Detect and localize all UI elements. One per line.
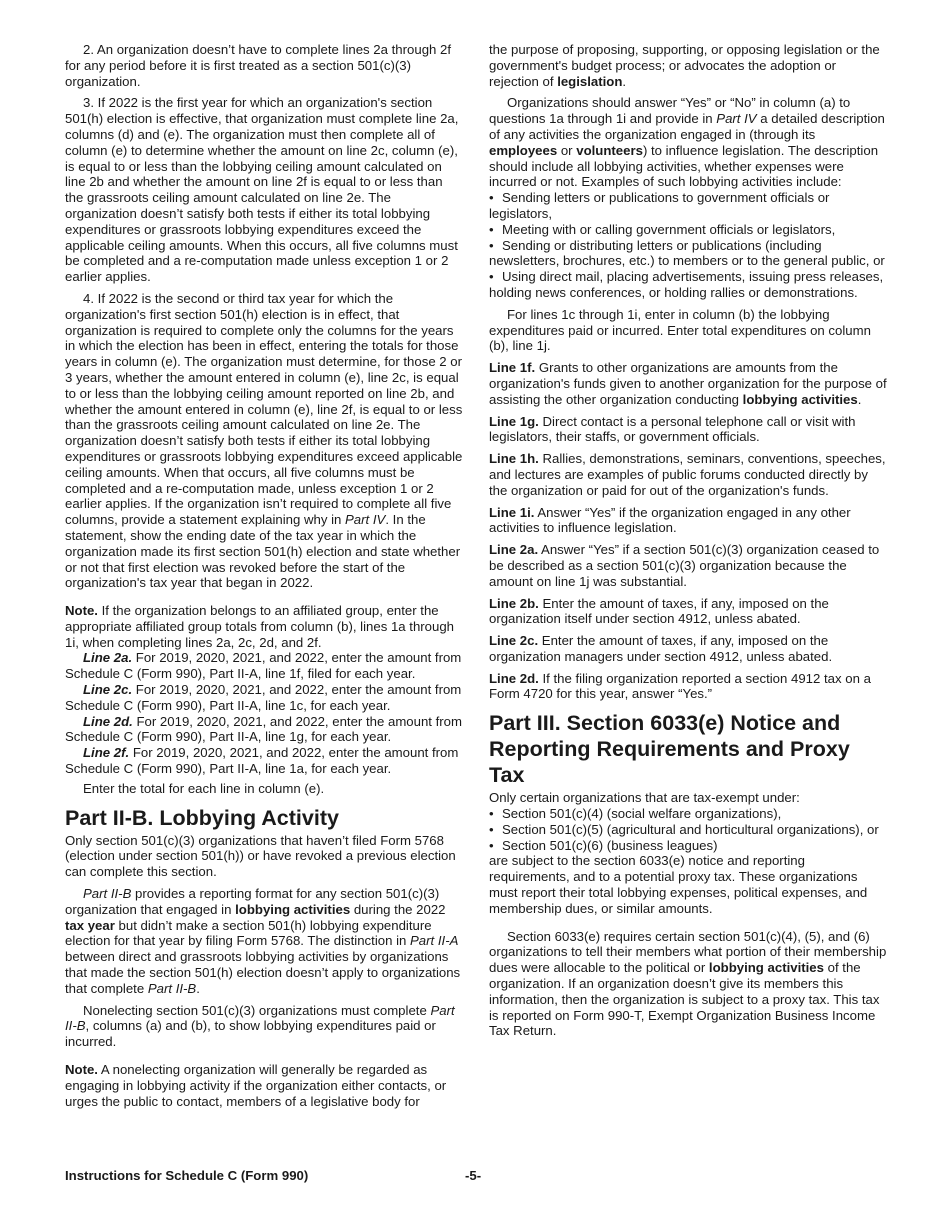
enter-total-text: Enter the total for each line in column (e). — [83, 780, 325, 796]
bullet-icon: • — [489, 269, 494, 285]
bullet-icon: • — [489, 837, 494, 853]
exempt-section-bullet: • Section 501(c)(5) (agricultural and horticultural organizations), or — [489, 821, 879, 837]
exception-3-paragraph: 3. If 2022 is the first year for which an organization's section 501(h) election is effective, that organization must complete line 2a, columns (d) and (e). The organization must then complete all of column (e) to determine whether the amount on line 2c, column (e), is equal to or less than the lobbying ceiling amount calculated on line 2b and whether the amount on line 2f is equal to or less than the grassroots ceiling amount calculated on line 2e. The organization doesn’t satisfy both tests if either its total lobbying expenditures or grassroots lobbying expenditures exceed the applicable ceiling amounts. When this occurs, all five columns must be completed and a re-computation made unless exception 1 or 2 earlier applies. — [65, 95, 459, 285]
nonelecting-paragraph: Nonelecting section 501(c)(3) organizations must complete Part II-B, columns (a) and (b), to show lobbying expenditures paid or incurred. — [65, 1002, 455, 1050]
line-2d-instruction: Line 2d. For 2019, 2020, 2021, and 2022, enter the amount from Schedule C (Form 990), Part II-A, line 1g, for each year. — [65, 713, 463, 745]
line-1i-instruction: Line 1i. Answer “Yes” if the organization engaged in any other activities to influence legislation. — [489, 504, 851, 536]
part-2b-intro: Only section 501(c)(3) organizations that haven’t filed Form 5768 (election under section 501(h)) or have revoked a previous election can complete this section. — [65, 832, 456, 880]
exception-4-paragraph: 4. If 2022 is the second or third tax year for which the organization's first section 501(h) election is in effect, that organization is required to complete only the columns for the years in which the election has been in effect, entering the totals for those years in column (e). The organization must determine, for those 2 or 3 years, whether the amount entered in column (e), line 2c, is equal to or less than the lobbying ceiling amount reported on line 2b, and whether the amount entered in column (e), line 2f, is equal to or less than the grassroots ceiling amount calculated on line 2e. The organization doesn’t satisfy both tests if either its total lobbying expenditures or grassroots lobbying expenditures exceed applicable ceiling amounts. When that occurs, all five columns must be completed and a re-computation made, unless exception 1 or 2 earlier applies. If the organization isn’t required to complete all five columns, provide a statement explaining why in Part IV. In the statement, show the ending date of the tax year in which the organization made its first section 501(h) election and state whether or not that first election was revoked before the start of the organization's tax year that began in 2022. — [65, 290, 463, 591]
part-2b-reporting-format: Part II-B provides a reporting format for any section 501(c)(3) organization that engaged in lobbying activities during the 2022 tax year but didn’t make a section 501(h) lobbying expenditure election for that year by filing Form 5768. The distinction in Part II-A between direct and grassroots lobbying activities by organizations that made the section 501(h) election doesn’t apply to organizations that complete Part II-B. — [65, 886, 461, 996]
line-2f-instruction: Line 2f. For 2019, 2020, 2021, and 2022, enter the amount from Schedule C (Form 990), Part II-A, line 1a, for each year. — [65, 745, 459, 777]
section-6033e-paragraph: Section 6033(e) requires certain section 501(c)(4), (5), and (6) organizations to tell their members what portion of their membership dues were allocable to the political or lobbying activities of the organization. If an organization doesn’t give its members this information, then the organization is subject to a proxy tax. This tax is reported on Form 990-T, Exempt Organization Business Income Tax Return. — [489, 928, 887, 1039]
line-2a-instruction: Line 2a. Answer “Yes” if a section 501(c)(3) organization ceased to be described as a section 501(c)(3) organization because the amount on line 1j was substantial. — [489, 542, 880, 589]
bullet-icon: • — [489, 237, 494, 253]
bullet-icon: • — [489, 806, 494, 822]
part-2b-heading: Part II-B. Lobbying Activity — [65, 805, 339, 830]
line-2d-instruction: Line 2d. If the filing organization reported a section 4912 tax on a Form 4720 for this year, answer “Yes.” — [489, 670, 871, 702]
lobbying-example-bullet: • Sending letters or publications to government officials or legislators, — [489, 190, 830, 221]
lines-1c-1i-paragraph: For lines 1c through 1i, enter in column (b) the lobbying expenditures paid or incurred. Enter total expenditures on column (b), line 1j. — [489, 306, 871, 354]
bullet-icon: • — [489, 190, 494, 206]
bullet-icon: • — [489, 221, 494, 237]
lobbying-example-bullet: • Meeting with or calling government officials or legislators, — [489, 221, 836, 237]
organizations-answer-paragraph: Organizations should answer “Yes” or “No” in column (a) to questions 1a through 1i and provide in Part IV a detailed description of any activities the organization engaged in (through its employees or volunteers) to influence legislation. The description should include all lobbying activities, whether expenses were incurred or not. Examples of such lobbying activities include: — [489, 95, 885, 190]
exempt-section-bullet: • Section 501(c)(4) (social welfare organizations), — [489, 806, 782, 822]
exception-2-paragraph: 2. An organization doesn’t have to complete lines 2a through 2f for any period before it is first treated as a section 501(c)(3) organization. — [65, 42, 452, 89]
page-number: -5- — [465, 1168, 482, 1183]
line-1g-instruction: Line 1g. Direct contact is a personal telephone call or visit with legislators, their staffs, or government officials. — [489, 413, 856, 445]
nonelecting-note: Note. A nonelecting organization will generally be regarded as engaging in lobbying activity if the organization either contacts, or urges the public to contact, members of a legislative body for — [65, 1062, 447, 1109]
affiliated-group-note: Note. If the organization belongs to an affiliated group, enter the appropriate affiliated group totals from column (b), lines 1a through 1i, when completing lines 2a, 2c, 2d, and 2f. — [65, 603, 455, 650]
part-3-heading: Part III. Section 6033(e) Notice and Reporting Requirements and Proxy Tax — [489, 711, 850, 788]
line-2b-instruction: Line 2b. Enter the amount of taxes, if any, imposed on the organization itself under section 4912, unless abated. — [489, 595, 829, 627]
bullet-icon: • — [489, 821, 494, 837]
line-1h-instruction: Line 1h. Rallies, demonstrations, seminars, conventions, speeches, and lectures are examples of public forums conducted directly by the organization or paid for out of the organization's funds. — [489, 451, 886, 498]
line-1f-instruction: Line 1f. Grants to other organizations are amounts from the organization's funds given to another organization for the purpose of assisting the other organization conducting lobbying activities. — [489, 360, 887, 407]
part-3-intro: Only certain organizations that are tax-exempt under: — [489, 790, 800, 806]
line-2a-instruction: Line 2a. For 2019, 2020, 2021, and 2022, enter the amount from Schedule C (Form 990), Part II-A, line 1f, filed for each year. — [65, 650, 462, 682]
left-column — [65, 42, 463, 1115]
part-3-after-bullets: are subject to the section 6033(e) notice and reporting requirements, and to a potential proxy tax. These organizations must report their total lobbying expenses, political expenses, and membership dues, or similar amounts. — [489, 853, 868, 916]
lobbying-example-bullet: • Using direct mail, placing advertisements, issuing press releases, holding news conferences, or holding rallies or demonstrations. — [489, 269, 884, 300]
continuation-paragraph: the purpose of proposing, supporting, or opposing legislation or the government's budget process; or advocates the adoption or rejection of legislation. — [489, 42, 880, 89]
right-column — [489, 42, 887, 1045]
line-2c-instruction: Line 2c. Enter the amount of taxes, if any, imposed on the organization managers under section 4912, unless abated. — [489, 633, 833, 664]
line-2c-instruction: Line 2c. For 2019, 2020, 2021, and 2022, enter the amount from Schedule C (Form 990), Part II-A, line 1c, for each year. — [65, 682, 462, 713]
exempt-section-bullet: • Section 501(c)(6) (business leagues) — [489, 837, 718, 853]
footer-title: Instructions for Schedule C (Form 990) — [65, 1168, 309, 1183]
lobbying-example-bullet: • Sending or distributing letters or publications (including newsletters, brochures, etc.) to members or to the general public, or — [489, 237, 885, 269]
